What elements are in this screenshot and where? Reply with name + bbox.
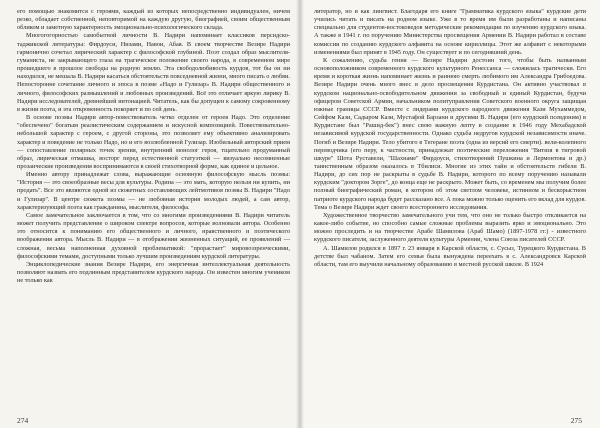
paragraph: его помощью знакомится с героями, каждый из которых непосредственно индивидуален, ничем резко, обладает собственной, неповторимой на каждую другую, биографией, своим общественным обликом и заметную характерность эмоционально-психологического склада.	[17, 8, 290, 32]
paragraph: Многогогорностью самобытной личности В. Надири напоминает классиков персидско-таджикской литературы: Фирдоуси, Низами, Навои, Абая. В своем творчестве Везире Надири гармонично сочетал лирический характер с философской глубиной. Поэт создал образ мыслителя-гуманиста, не закрывающего глаза на трагическое положение своего народа, в современном мире прошедшего в прошлое свободы на родную землю. Эта свободолюбивость курдов, тот бы он ни находился, не мешала В. Надири касаться обстоятельств повседневной жизни, много писать о любви. Непосторонне сочетание личного и эпоса в поэме «Надо и Гулизар» В. Надири общественного и личного, философских размышлений и любовных произведений. Всё это отличает яркую лирику В. Надири исследователей, древнейшей интонацией. Читатель, как бы допущен к самому сокровенному в жизни поэта, и эта откровенность покоряет и по сей день.	[17, 32, 290, 113]
paragraph: Самое замечательное заключается в том, что со многими произведениями В. Надири читатель может получить представление о широком спектре вопросов, которые волновали автора. Особенно это относится к пониманию его общественного и личного, нравственного и поэтического воображения автора. Мысль В. Надири — в отображении жизненных ситуаций, ее проявлений — сложная, весьма наполненная духовной проблематикой: "прорастает" мировоззренческими, философскими темами, доступными только лучшим произведениям курдской литературы.	[17, 211, 290, 260]
paragraph: В основе поэмы Надири автор-повествователь четко отделен от героев Надо. Это отделение "обеспечено" богатым реалистическим содержанием и искусной композицией. Повествовательно-небольшой характер с героем, с другой стороны, это позволяет ему объективно анализировать характер и поведение не только Надо, но и его возлюбленной Гулизар. Изобильный авторский прием — сопоставление полярных точек зрения, внутренний монолог героя, тщательно продуманный образ, лирическая отмашка, восторг перед естественной статуэткой — визуально несомненные прозаические произведения воспринимаются в своей стихотворной форме, как единое и цельное.	[17, 114, 290, 170]
paragraph: литератор, но и как лингвист. Благодаря его книге "Грамматика курдского языка" курдские дети учились читать и писать на родном языке. Уже в то время им были разработаны и написаны специально для студентов-востоковедов методические рекомендации по изучению курдского языка. А также в 1941 г. по поручению Министерства просвещения Армении В. Надири работал в составе комиссии по созданию курдского алфавита на основе кириллицы. Этот же алфавит с некоторыми изменениями был принят в 1945 году. Он существует и по сегодняшний день.	[314, 8, 586, 56]
paragraph: Художественное творчество замечательного учи тем, что оно не только быстро откликается на какое-либо событие, но способно самые сложные проблемы выразить ярко и эмоционально. Это можно проследить и на творчестве Арабе Шамилова (Араб Шамо) (1897-1978 гг.) - известного курдского писателя, заслуженного деятеля культуры Армении, члена Союза писателей СССР.	[314, 211, 586, 244]
paragraph: К сожалению, судьба гения — Везире Надири достоин того, чтобы быть названным основоположником современного курдского культурного Ренессанса — сложилась трагически. Его время и короткая жизнь напоминает жизнь и раннюю смерть любимого им Александра Грибоедова. Везире Надири очень много внес в дело просвещения Курдистана. Он активно участвовал в курдском национально-освободительном движении за свободный и единый Курдистан, будучи офицером Советской Армии, начальником политуправления Советского военного округа защищая южные границы СССР. Вместе с лидерами курдского народного движения Кази Мухаммедом, Сейфом Кази, Садыром Кази, Мустафой Барзани и другими В. Надири (его курдский псевдоним) в Курдистане был "Рашид-бек") внес свою важную лепту в создание в 1946 году Мехабадской независимой курдской государственности. Однако судьба недругов курдской независимости иначе. Погиб и Везире Надири. Тело убитого в Тегеране поэта (одна из версий его смерти). вели-колепного переводчика (его перу, к частности, принадлежат поэтические переложения "Витязя в тигровой шкуре" Шота Руставели, "Шахнаме" Фирдоуси, стихотворений Пушкина и Лермонтова и др.) таинственным образом оказалось в Тбилиси. Многие из этих тайн и обстоятельств гибели В. Надири, до сих пор не раскрыты в судьбе В. Надири, которого по всему поручению называли курдским "доктором Зорге", до конца еще не раскрыто. Может быть, со временем мы получим более полный биографический роман, в котором об этом светлом человеке, истинном и бескорыстном патриоте курдского народа будет рассказано все. А пока можно только оценить его вклад для курдов. Тема о Везире Надири ждет своего всестороннего исследования.	[314, 56, 586, 211]
paragraph: Именно автору принадлежат слова, выражающие основную философскую мысль поэмы: "История — это своеобразные весы для культуры. Родина — это мать, которую нельзя ни купить, ни продать". Все это являются одной из сюжетных составляющих лейтмотивов поэмы В. Надири "Надо и Гулизар". В центре сюжета поэмы — не любовная история молодых людей, а сам автор, характеризующий поэта как гражданина, мыслителя, философа.	[17, 171, 290, 211]
book-gutter	[296, 0, 304, 428]
paragraph: А. Шамилов родился в 1897 г. 23 января в Карской области, с. Сусыз, Турецкого Курдистана. В детстве был чабаном. Затем его семья была вынуждена переехать в с. Александровск Карской области, там его выучили начальному образованию в местной русской школе. В 1924	[314, 244, 586, 268]
page-number: 275	[570, 416, 582, 425]
right-page	[300, 0, 600, 428]
paragraph: Энциклопедические знания Везире Надири, его энергичная интеллектуальная деятельность позволяют назвать его подлинным представителем курдского народа. Он известен многим учеником не только как	[17, 260, 290, 285]
left-page-text	[17, 8, 290, 285]
right-page-text	[314, 8, 586, 269]
page-number: 274	[17, 416, 29, 425]
